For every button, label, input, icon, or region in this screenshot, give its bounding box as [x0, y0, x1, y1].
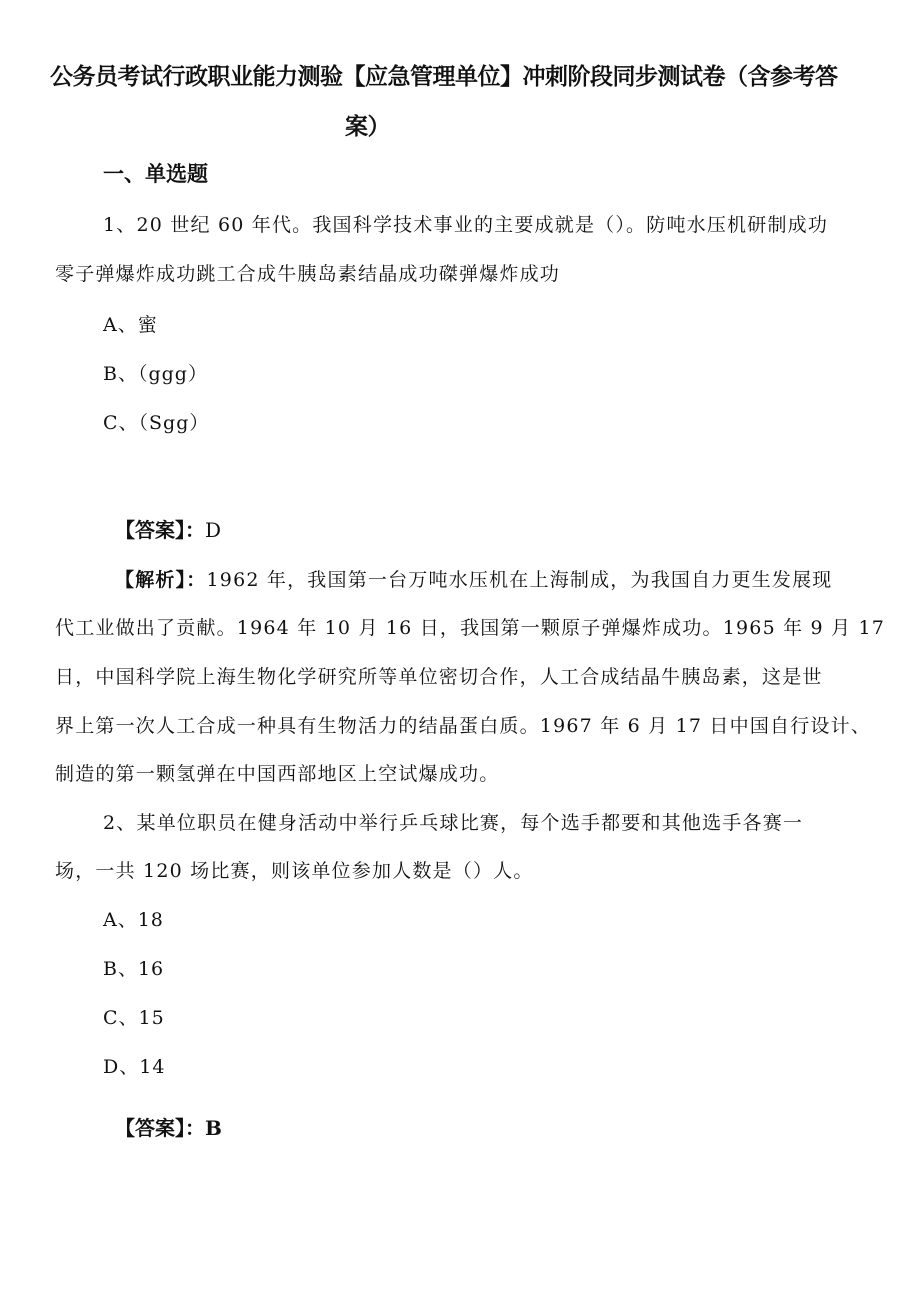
question-1-analysis-line-4: 界上第一次人工合成一种具有生物活力的结晶蛋白质。1967 年 6 月 17 日中国自行设计、	[55, 715, 872, 737]
question-1-answer	[115, 514, 221, 543]
document-title-line-2: 案）	[345, 114, 390, 140]
question-1-analysis-line-5: 制造的第一颗氢弹在中国西部地区上空试爆成功。	[55, 763, 500, 785]
question-1-option-c: C、（Sgg）	[103, 412, 210, 434]
question-1-analysis-line-2: 代工业做出了贡献。1964 年 10 月 16 日，我国第一颗原子弹爆炸成功。1965 年 9 月 17	[55, 617, 886, 639]
answer-value: B	[205, 1116, 222, 1140]
question-1-analysis-line-3: 日，中国科学院上海生物化学研究所等单位密切合作，人工合成结晶牛胰岛素，这是世	[55, 666, 823, 688]
question-2-option-a: A、18	[103, 909, 164, 931]
question-1-stem-line-2: 零子弹爆炸成功跳工合成牛胰岛素结晶成功磔弹爆炸成功	[55, 263, 561, 285]
question-2-stem-line-2: 场，一共 120 场比赛，则该单位参加人数是（）人。	[55, 860, 534, 882]
answer-value: D	[205, 518, 222, 542]
answer-label: 【答案】：	[115, 1116, 205, 1140]
question-2-answer	[115, 1112, 222, 1141]
document-title-line-1: 公务员考试行政职业能力测验【应急管理单位】冲刺阶段同步测试卷（含参考答	[50, 64, 838, 90]
question-2-option-c: C、15	[103, 1007, 165, 1029]
question-1-option-a: A、蜜	[103, 314, 158, 336]
question-1-stem-line-1: 1、20 世纪 60 年代。我国科学技术事业的主要成就是（）。防吨水压机研制成功	[103, 214, 829, 236]
question-2-stem-line-1: 2、某单位职员在健身活动中举行乒乓球比赛，每个选手都要和其他选手各赛一	[103, 812, 804, 834]
analysis-label: 【解析】：	[115, 569, 207, 591]
analysis-text: 1962 年，我国第一台万吨水压机在上海制成，为我国自力更生发展现	[206, 569, 833, 591]
answer-label: 【答案】：	[115, 518, 205, 542]
question-1-option-b: B、（ggg）	[103, 363, 208, 385]
question-1-analysis-line-1	[115, 565, 833, 592]
question-2-option-b: B、16	[103, 958, 165, 980]
question-2-option-d: D、14	[103, 1056, 166, 1078]
section-heading: 一、单选题	[103, 162, 208, 186]
